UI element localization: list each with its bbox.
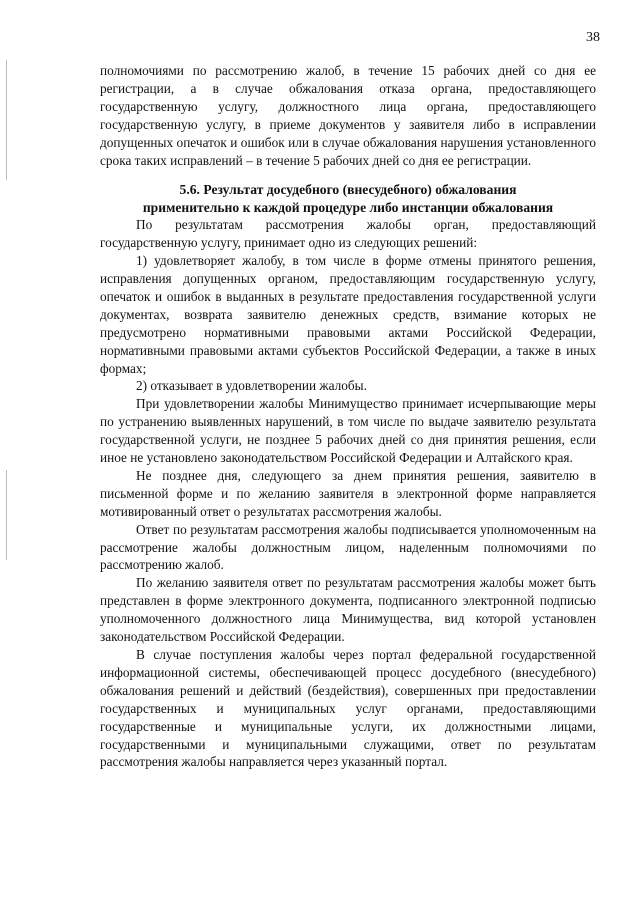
paragraph-electronic-response: По желанию заявителя ответ по результатам рассмотрения жалобы может быть представлен в форме электронного документа, подписанного электронной подписью уполномоченного должностного лица Минимущества, вид которой установлен законодательством Российской Федерации. [100,575,596,645]
paragraph-response-signature: Ответ по результатам рассмотрения жалобы подписывается уполномоченным на рассмотрение жалобы должностным лицом, наделенным полномочиями по рассмотрению жалоб. [100,521,596,573]
section-heading-line-1: 5.6. Результат досудебного (внесудебного) обжалования [179,182,517,198]
scan-margin-mark [6,470,7,560]
paragraph-decision-satisfy: 1) удовлетворяет жалобу, в том числе в форме отмены принятого решения, исправления допущенных органом, предоставляющим государственную услугу, опечаток и ошибок в выданных в результате предоставления государственной услуги документах, возврата заявителю денежных средств, взимание которых не предусмотрено нормативными правовыми актами Российской Федерации, нормативными правовыми актами субъектов Российской Федерации, а также в иных формах; [100,253,596,376]
page-number: 38 [586,30,600,45]
paragraph-portal-response: В случае поступления жалобы через портал федеральной государственной информационной системы, обеспечивающей процесс досудебного (внесудебного) обжалования решений и действий (бездействия), совершенных при предоставлении государственных и муниципальных услуг органами, предоставляющими государственные и муниципальные услуги, их должностными лицами, государственными и муниципальными служащими, ответ по результатам рассмотрения жалобы направляется через указанный портал. [100,647,596,770]
document-body [100,62,596,771]
section-heading-line-2: применительно к каждой процедуре либо инстанции обжалования [142,199,554,215]
paragraph-reasoned-response: Не позднее дня, следующего за днем принятия решения, заявителю в письменной форме и по желанию заявителя в электронной форме направляется мотивированный ответ о результатах рассмотрения жалобы. [100,467,596,519]
scan-margin-mark [6,60,7,180]
paragraph-decision-refuse: 2) отказывает в удовлетворении жалобы. [136,378,367,394]
paragraph-satisfaction-measures: При удовлетворении жалобы Минимущество принимает исчерпывающие меры по устранению выявленных нарушений, в том числе по выдаче заявителю результата государственной услуги, не позднее 5 рабочих дней со дня принятия решения, если иное не установлено законодательством Российской Федерации и Алтайского края. [100,396,596,466]
paragraph-decisions-intro: По результатам рассмотрения жалобы орган, предоставляющий государственную услугу, принимает одно из следующих решений: [100,217,596,251]
intro-paragraph: полномочиями по рассмотрению жалоб, в течение 15 рабочих дней со дня ее регистрации, а в случае обжалования отказа органа, предоставляющего государственную услугу, должностного лица органа, предоставляющего государственную услугу, в приеме документов у заявителя либо в исправлении допущенных опечаток и ошибок или в случае обжалования нарушения установленного срока таких исправлений – в течение 5 рабочих дней со дня ее регистрации. [100,63,596,168]
section-heading [100,181,596,216]
